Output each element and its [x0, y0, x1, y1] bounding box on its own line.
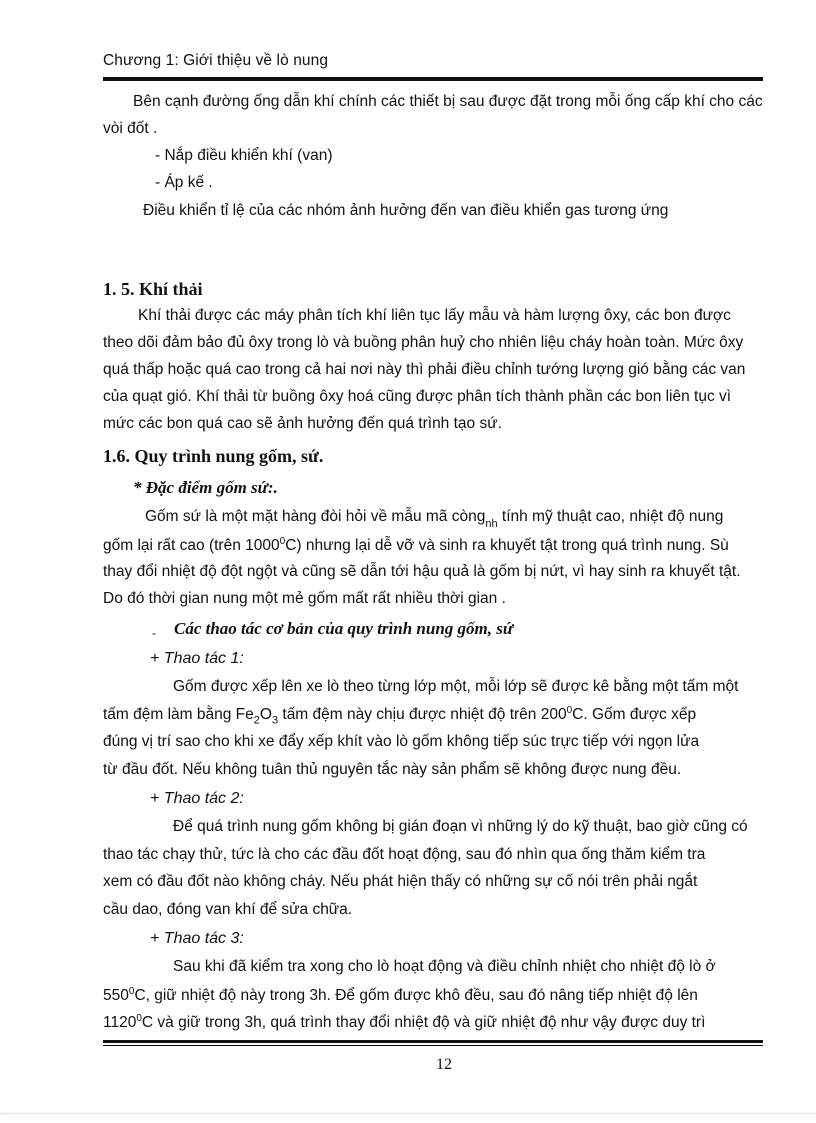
operation-3-label: + Thao tác 3: — [150, 930, 244, 947]
operation-2-line-1: Để quá trình nung gốm không bị gián đoạn vì những lý do kỹ thuật, bao giờ cũng có — [173, 818, 748, 835]
operation-1-line-4: từ đầu đốt. Nếu không tuân thủ nguyên tắc này sản phẩm sẽ không được nung đều. — [103, 761, 682, 778]
operations-title: Các thao tác cơ bản của quy trình nung gốm, sứ — [174, 619, 514, 638]
chapter-header: Chương 1: Giới thiệu về lò nung — [103, 52, 329, 69]
subheading-characteristics: * Đặc điểm gốm sứ:. — [133, 478, 278, 497]
intro-list-item-1: - Nắp điều khiển khí (van) — [155, 147, 333, 164]
operation-2-label: + Thao tác 2: — [150, 790, 244, 807]
section-heading-1-5: 1. 5. Khí thải — [103, 279, 203, 299]
operation-3-line-1: Sau khi đã kiểm tra xong cho lò hoạt động và điều chỉnh nhiệt cho nhiệt độ lò ở — [173, 958, 716, 975]
operation-2-line-4: cầu dao, đóng van khí để sửa chữa. — [103, 901, 353, 918]
characteristics-line-3: thay đổi nhiệt độ đột ngột và cũng sẽ dẫn tới hậu quả là gốm bị nứt, vì hay sinh ra khuyết tật. — [103, 563, 741, 580]
page-edge-divider — [0, 1113, 816, 1114]
characteristics-line-1: Gốm sứ là một mặt hàng đòi hỏi về mẫu mã còng$_{nh}$ tính mỹ thuật cao, nhiệt độ nung — [145, 508, 724, 530]
characteristics-line-2: gốm lại rất cao (trên 1000$^0$C) nhưng lại dễ vỡ và sinh ra khuyết tật trong quá trình nung. Sù — [103, 536, 729, 555]
intro-line-1: Bên cạnh đường ống dẫn khí chính các thiết bị sau được đặt trong mỗi ống cấp khí cho các — [133, 93, 763, 110]
header-rule — [103, 75, 763, 81]
operations-bullet: - — [152, 626, 156, 640]
footer-rule — [103, 1040, 763, 1046]
section-heading-1-6: 1.6. Quy trình nung gốm, sứ. — [103, 446, 324, 466]
operation-2-line-3: xem có đầu đốt nào không cháy. Nếu phát hiện thấy có những sự cố nói trên phải ngắt — [103, 873, 698, 890]
section-1-5-line-4: của quạt gió. Khí thải từ buồng ôxy hoá cũng được phân tích thành phần các bon liên tục vì — [103, 388, 732, 405]
operation-1-line-1: Gốm được xếp lên xe lò theo từng lớp một, mỗi lớp sẽ được kê bằng một tấm một — [173, 678, 739, 695]
operation-3-line-3: 1120$^0$C và giữ trong 3h, quá trình thay đổi nhiệt độ và giữ nhiệt độ như vậy được duy trì — [103, 1013, 706, 1032]
intro-line-2: vòi đốt . — [103, 120, 158, 137]
operation-3-line-2: $550^0C$, giữ nhiệt độ này trong 3h. Để gốm được khô đều, sau đó nâng tiếp nhiệt độ lên — [103, 986, 698, 1005]
operation-1-line-2: tấm đệm làm bằng $Fe_2O_3$ tấm đệm này chịu được nhiệt độ trên $200^0C$. Gốm được xếp — [103, 705, 697, 727]
operation-1-label: + Thao tác 1: — [150, 650, 244, 667]
characteristics-line-4: Do đó thời gian nung một mẻ gốm mất rất nhiều thời gian . — [103, 590, 506, 607]
section-1-5-line-2: theo dõi đảm bảo đủ ôxy trong lò và buồng phân huỷ cho nhiên liệu cháy hoàn toàn. Mức ôxy — [103, 334, 744, 351]
intro-line-3: Điều khiển tỉ lệ của các nhóm ảnh hưởng đến van điều khiển gas tương ứng — [143, 202, 669, 219]
operation-1-line-3: đúng vị trí sao cho khi xe đẩy xếp khít vào lò gốm không tiếp súc trực tiếp với ngọn lửa — [103, 733, 700, 750]
page-number: 12 — [436, 1056, 452, 1073]
section-1-5-line-3: quá thấp hoặc quá cao trong cả hai nơi này thì phải điều chỉnh tướng lượng gió bằng các van — [103, 361, 746, 378]
intro-list-item-2: - Áp kế . — [155, 174, 213, 191]
section-1-5-line-1: Khí thải được các máy phân tích khí liên tục lấy mẫu và hàm lượng ôxy, các bon được — [138, 307, 731, 324]
operation-2-line-2: thao tác chạy thử, tức là cho các đầu đốt hoạt động, sau đó nhìn qua ống thăm kiểm tra — [103, 846, 706, 863]
section-1-5-line-5: mức các bon quá cao sẽ ảnh hưởng đến quá trình tạo sứ. — [103, 415, 502, 432]
